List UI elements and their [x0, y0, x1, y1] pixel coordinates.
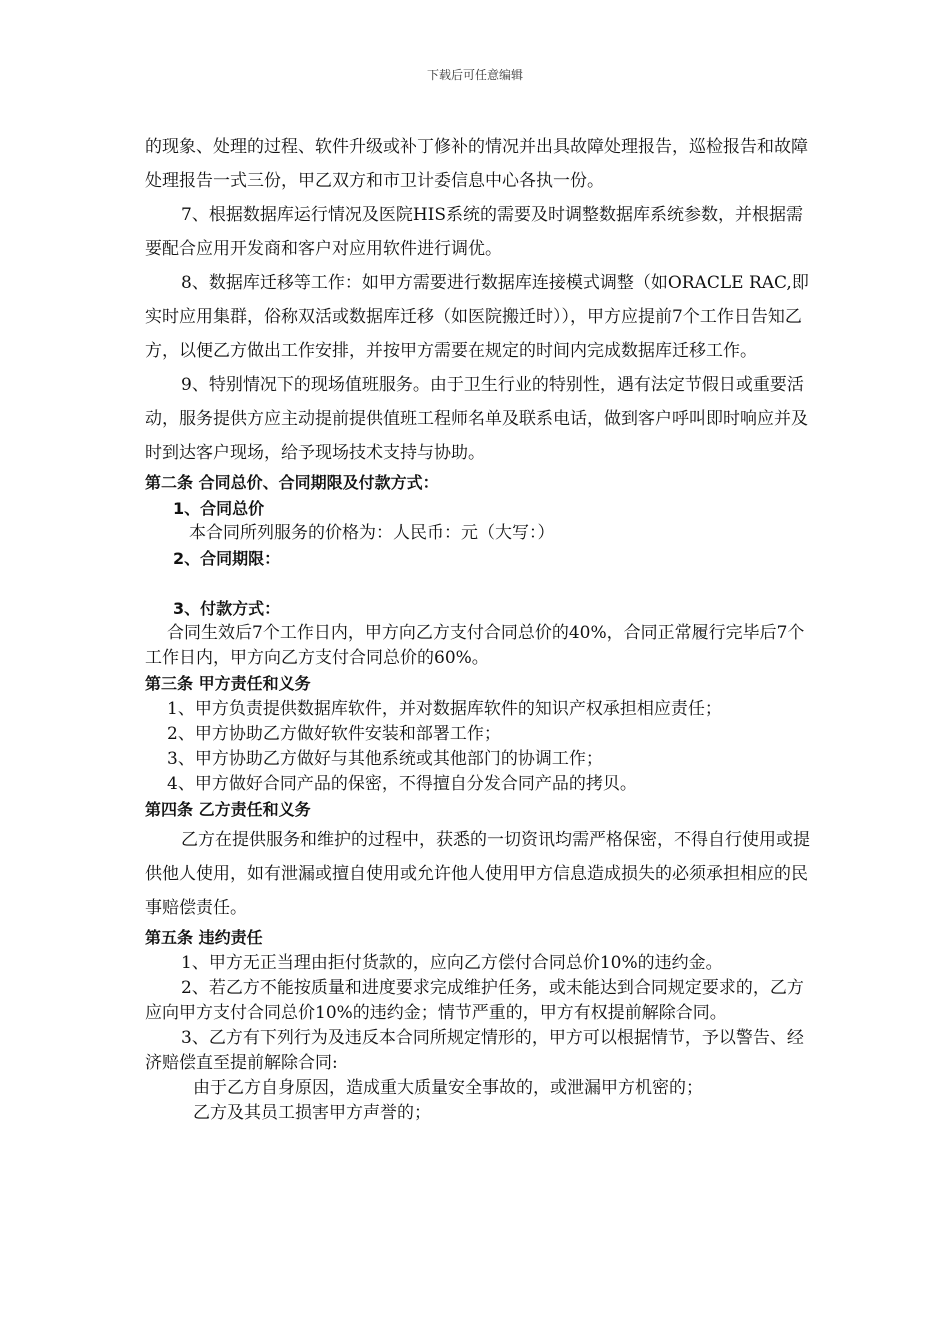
- page-header: 下载后可任意编辑: [426, 68, 523, 82]
- article-4-text: 乙方在提供服务和维护的过程中，获悉的一切资讯均需严格保密，不得自行使用或提供他人使用，如有泄漏或擅自使用或允许他人使用甲方信息造成损失的必须承担相应的民事赔偿责任。: [145, 830, 810, 918]
- paragraph-item-9: 9、特别情况下的现场值班服务。由于卫生行业的特别性，遇有法定节假日或重要活动，服务提供方应主动提前提供值班工程师名单及联系电话，做到客户呼叫即时响应并及时到达客户现场，给予现场技术支持与协助。: [145, 375, 808, 463]
- article-3-item: 2、甲方协助乙方做好软件安装和部署工作；: [167, 724, 501, 744]
- paragraph-continuation: 的现象、处理的过程、软件升级或补丁修补的情况并出具故障处理报告，巡检报告和故障处理报告一式三份，甲乙双方和市卫计委信息中心各执一份。: [145, 137, 808, 191]
- article-5-case: 乙方及其员工损害甲方声誉的；: [193, 1103, 431, 1123]
- document-body: [145, 130, 810, 1126]
- article-5-item: 2、若乙方不能按质量和进度要求完成维护任务，或未能达到合同规定要求的，乙方应向甲方支付合同总价10%的违约金；情节严重的，甲方有权提前解除合同。: [145, 978, 804, 1023]
- article-2-section-3-title: 3、付款方式：: [173, 599, 281, 618]
- blank-line: [145, 571, 810, 596]
- paragraph-item-8: 8、数据库迁移等工作：如甲方需要进行数据库连接模式调整（如ORACLE RAC,即实时应用集群，俗称双活或数据库迁移（如医院搬迁时）），甲方应提前7个工作日告知乙方，以便乙方做出工作安排，并按甲方需要在规定的时间内完成数据库迁移工作。: [145, 273, 809, 361]
- article-5-title: 第五条 违约责任: [145, 928, 263, 947]
- article-4-title: 第四条 乙方责任和义务: [145, 800, 311, 819]
- article-3-item: 1、甲方负责提供数据库软件，并对数据库软件的知识产权承担相应责任；: [167, 699, 722, 719]
- article-2-section-1-text: 本合同所列服务的价格为：人民币：元（大写：）: [189, 523, 555, 543]
- article-2-section-1-title: 1、合同总价: [173, 499, 265, 518]
- article-5-item: 3、乙方有下列行为及违反本合同所规定情形的，甲方可以根据情节，予以警告、经济赔偿直至提前解除合同:: [145, 1028, 804, 1073]
- article-5-case: 由于乙方自身原因，造成重大质量安全事故的，或泄漏甲方机密的；: [193, 1078, 703, 1098]
- article-2-section-2-title: 2、合同期限：: [173, 549, 281, 568]
- article-2-section-3-text: 合同生效后7个工作日内，甲方向乙方支付合同总价的40%，合同正常履行完毕后7个工作日内，甲方向乙方支付合同总价的60%。: [145, 623, 805, 668]
- paragraph-item-7: 7、根据数据库运行情况及医院HIS系统的需要及时调整数据库系统参数，并根据需要配合应用开发商和客户对应用软件进行调优。: [145, 205, 804, 259]
- article-3-item: 4、甲方做好合同产品的保密，不得擅自分发合同产品的拷贝。: [167, 774, 637, 794]
- article-3-item: 3、甲方协助乙方做好与其他系统或其他部门的协调工作；: [167, 749, 603, 769]
- article-3-title: 第三条 甲方责任和义务: [145, 674, 311, 693]
- article-2-title: 第二条 合同总价、合同期限及付款方式：: [145, 473, 439, 492]
- article-5-item: 1、甲方无正当理由拒付货款的，应向乙方偿付合同总价10%的违约金。: [181, 953, 723, 973]
